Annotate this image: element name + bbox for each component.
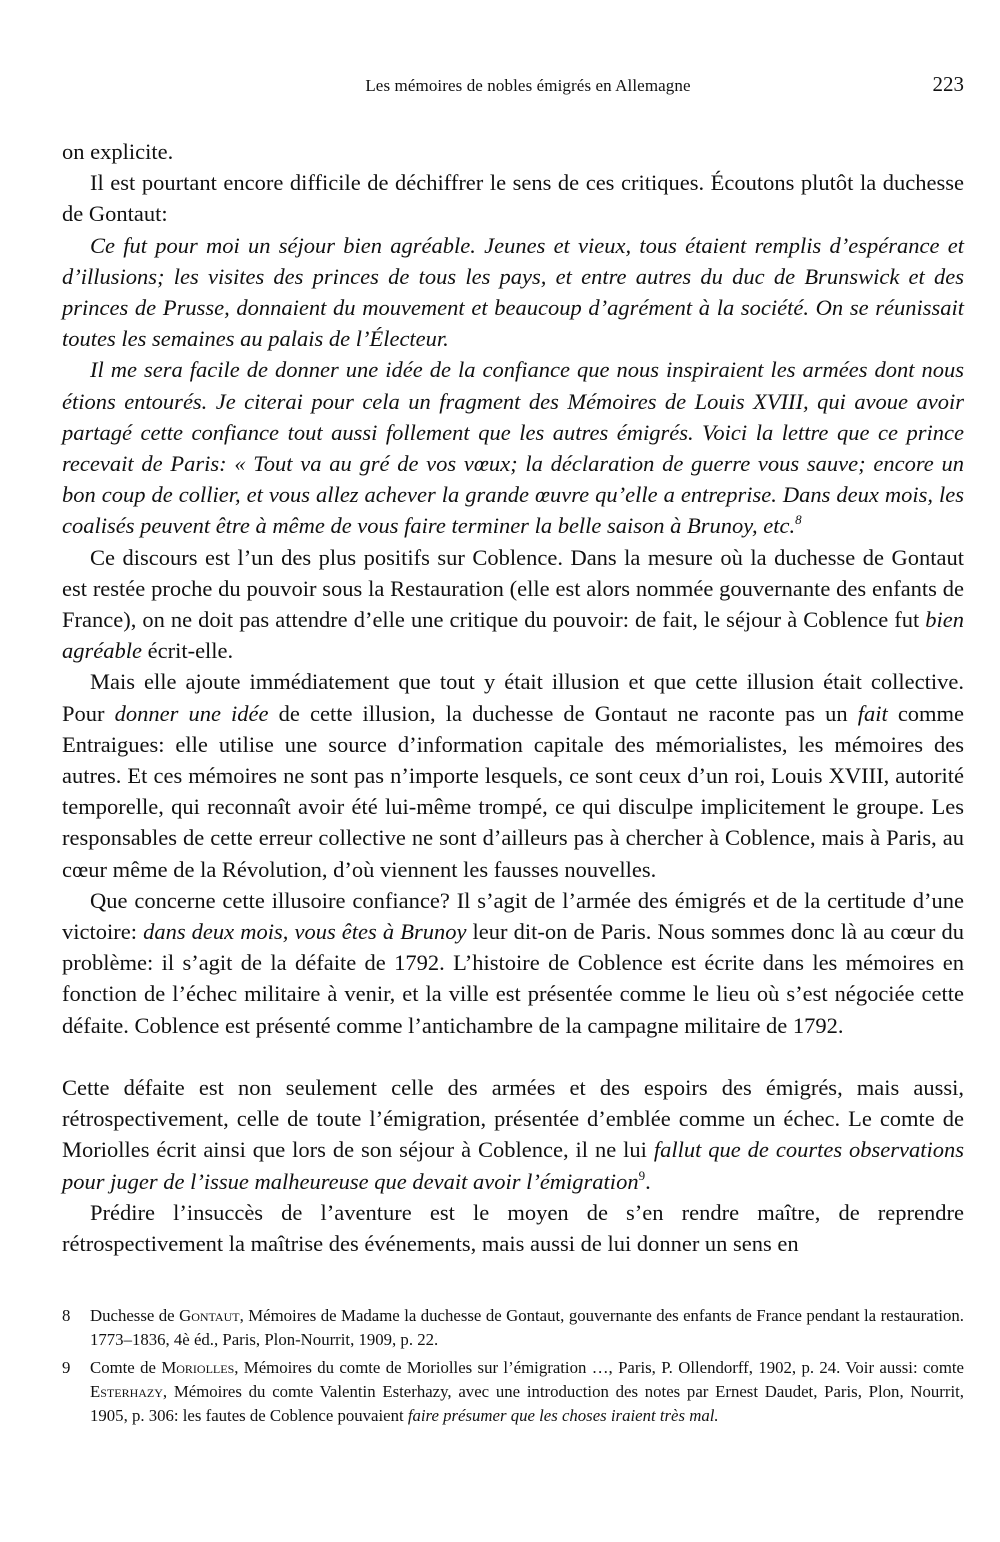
text-run: , Mémoires du comte Valentin Esterhazy, avec une introduction des notes par Ernest Daudet, Paris, Plon, Nourrit, 1905, p. 306: les fautes de Coblence pouvaient xyxy=(90,1382,964,1426)
text-run: Comte de xyxy=(90,1358,156,1378)
section-gap xyxy=(62,1041,964,1072)
paragraph xyxy=(62,666,964,884)
italic-text: fait xyxy=(857,700,888,726)
italic-text: bien agréable xyxy=(62,607,964,664)
text-run: de cette illusion, la duchesse de Gontaut ne raconte pas un xyxy=(278,700,848,726)
paragraph: Prédire l’insuccès de l’aventure est le moyen de s’en rendre maître, de reprendre rétrospectivement la maîtrise des événements, mais aussi de lui donner un sens en xyxy=(62,1199,964,1256)
footnote-text xyxy=(90,1356,964,1428)
italic-text: dans deux mois, vous êtes à Brunoy xyxy=(143,919,467,945)
text-run: comme Entraigues: elle utilise une source d’information capitale des mémorialistes, les mémoires des autres. Et ces mémoires ne sont pas n’importe lesquels, ce sont ceux d’un roi, Louis XVIII, autorité temporelle, qui reconnaît avoir été lui-même trompé, ce qui disculpe implicitement le groupe. Les responsables de cette erreur collective ne sont d’ailleurs pas à chercher à Coblence, mais à Paris, au cœur même de la Révolution, d’où viennent les fausses nouvelles. xyxy=(62,700,965,882)
italic-text: donner une idée xyxy=(114,700,269,726)
page-header xyxy=(62,72,964,102)
body-text xyxy=(62,136,964,1259)
quote-text: Il me sera facile de donner une idée de la confiance que nous inspiraient les armées dont nous étions entourés. Je citerai pour cela un fragment des Mémoires de Louis XVIII, qui avoue avoir partagé cette confiance tout aussi follement que les autres émigrés. Voici la lettre que ce prince recevait de Paris: « Tout va au gré de vos vœux; la déclaration de guerre vous sauve; encore un bon coup de collier, et vous allez achever la grande œuvre qu’elle a entreprise. Dans deux mois, les coalisés peuvent être à même de vous faire terminer la belle saison à Brunoy, etc. xyxy=(62,357,964,539)
text-run: Ce discours est l’un des plus positifs sur Coblence. Dans la mesure où la duchesse de Gontaut est restée proche du pouvoir sous la Restauration (elle est alors nommée gouvernante des enfants de France), on ne doit pas attendre d’elle une critique du pouvoir: de fait, le séjour à Coblence fut xyxy=(62,544,964,633)
paragraph: on explicite. xyxy=(62,139,174,164)
footnotes xyxy=(62,1304,964,1428)
author-name: Gontaut xyxy=(179,1306,240,1326)
footnote xyxy=(62,1356,964,1428)
running-title: Les mémoires de nobles émigrés en Allemagne xyxy=(365,76,691,95)
text-run: , Mémoires de Madame la duchesse de Gontaut, gouvernante des enfants de France pendant la restauration. 1773–1836, 4è éd., Paris, Plon-Nourrit, 1909, p. 22. xyxy=(90,1306,964,1350)
footnote-text xyxy=(90,1304,964,1352)
footnote-number: 9 xyxy=(62,1358,71,1378)
paragraph xyxy=(62,1072,964,1197)
footnote-ref[interactable]: 9 xyxy=(638,1167,646,1183)
book-page xyxy=(62,72,964,1432)
footnote-ref[interactable]: 8 xyxy=(795,512,802,528)
paragraph xyxy=(62,542,964,667)
page-number: 223 xyxy=(932,72,964,96)
text-run: . xyxy=(645,1168,651,1194)
text-run: , Mémoires du comte de Moriolles sur l’émigration …, Paris, P. Ollendorff, 1902, p. 24. Voir aussi: comte xyxy=(234,1358,964,1378)
block-quote xyxy=(62,354,964,541)
author-name: Esterhazy xyxy=(90,1382,163,1402)
block-quote: Ce fut pour moi un séjour bien agréable. Jeunes et vieux, tous étaient remplis d’espérance et d’illusions; les visites des princes de tous les pays, et entre autres du duc de Brunswick et des princes de Prusse, donnaient du mouvement et beaucoup d’agrément à la société. On se réunissait toutes les semaines au palais de l’Électeur. xyxy=(62,232,964,352)
footnote-number: 8 xyxy=(62,1306,71,1326)
paragraph: Il est pourtant encore difficile de déchiffrer le sens de ces critiques. Écoutons plutôt la duchesse de Gontaut: xyxy=(62,170,964,227)
text-run: Mais elle ajoute immédiatement que tout y était illusion et que cette illusion était collective. Pour xyxy=(62,669,964,726)
text-run: écrit-elle. xyxy=(147,638,234,664)
text-run: leur dit-on de Paris. Nous sommes donc là au cœur du problème: il s’agit de la défaite de 1792. L’histoire de Coblence est écrite dans les mémoires en fonction de l’échec militaire à venir, et la ville est présentée comme le lieu où s’est négociée cette défaite. Coblence est présenté comme l’antichambre de la campagne militaire de 1792. xyxy=(62,919,964,1038)
text-run: Cette défaite est non seulement celle des armées et des espoirs des émigrés, mais aussi, rétrospectivement, celle de toute l’émigration, présentée d’emblée comme un échec. Le comte de Moriolles écrit ainsi que lors de son séjour à Coblence, il ne lui xyxy=(62,1074,964,1163)
author-name: Moriolles xyxy=(161,1358,235,1378)
italic-text: fallut que de courtes observations pour juger de l’issue malheureuse que devait avoir l’émigration xyxy=(62,1137,964,1194)
paragraph xyxy=(62,885,964,1041)
text-run: Duchesse de xyxy=(90,1306,175,1326)
italic-text: faire présumer que les choses iraient très mal. xyxy=(407,1406,719,1426)
text-run: Que concerne cette illusoire confiance? Il s’agit de l’armée des émigrés et de la certitude d’une victoire: xyxy=(62,887,964,945)
footnote xyxy=(62,1304,964,1352)
